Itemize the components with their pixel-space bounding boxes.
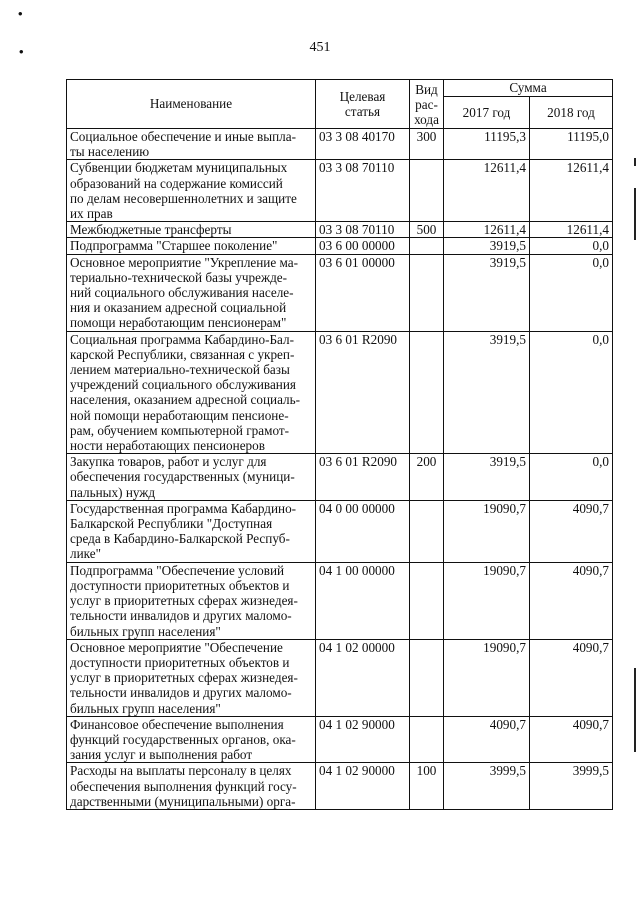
table-row — [67, 500, 613, 562]
row-name-line: Социальная программа Кабардино-Бал- — [70, 331, 294, 347]
row-name-line: Основное мероприятие "Обеспечение — [70, 639, 283, 655]
row-name — [67, 716, 316, 763]
row-name-line: тельности инвалидов и других маломо- — [70, 608, 292, 624]
row-name-line: Межбюджетные трансферты — [70, 222, 232, 238]
header-name: Наименование — [67, 80, 316, 129]
row-2017: 19090,7 — [444, 500, 530, 562]
row-kind: 300 — [410, 129, 444, 160]
row-article: 04 1 02 00000 — [316, 639, 410, 716]
page-number: 451 — [309, 40, 331, 55]
row-name-line: образований на содержание комиссий — [70, 175, 283, 191]
row-name — [67, 500, 316, 562]
row-name-line: помощи неработающим пенсионерам" — [70, 315, 287, 331]
scan-edge-mark — [634, 188, 636, 240]
table-row — [67, 562, 613, 639]
row-name-line: учреждений социального обслуживания — [70, 377, 296, 393]
row-name-line: ния и оказанием адресной социальной — [70, 300, 287, 316]
scan-mark: • — [19, 44, 24, 59]
row-2018: 4090,7 — [530, 639, 613, 716]
table-body — [67, 129, 613, 810]
table-row — [67, 331, 613, 454]
header-2018: 2018 год — [530, 97, 613, 129]
row-2017: 3919,5 — [444, 238, 530, 254]
row-2017: 19090,7 — [444, 639, 530, 716]
row-2017: 3999,5 — [444, 763, 530, 810]
row-name-line: Субвенции бюджетам муниципальных — [70, 160, 288, 176]
row-article: 04 0 00 00000 — [316, 500, 410, 562]
row-name — [67, 763, 316, 810]
row-name-line: ной помощи неработающим пенсионе- — [70, 407, 289, 423]
table-row — [67, 129, 613, 160]
row-name-line: функций государственных органов, ока- — [70, 731, 296, 747]
row-name — [67, 454, 316, 501]
row-name-line: Финансовое обеспечение выполнения — [70, 716, 284, 732]
row-2017: 11195,3 — [444, 129, 530, 160]
row-name-line: лике" — [70, 546, 101, 562]
table-row — [67, 716, 613, 763]
row-2018: 12611,4 — [530, 160, 613, 222]
row-kind — [410, 160, 444, 222]
row-name-line: дарственными (муниципальными) орга- — [70, 793, 296, 809]
row-name-line: бильных групп населения" — [70, 700, 221, 716]
row-name-line: карской Республики, связанная с укреп- — [70, 346, 295, 362]
row-name-line: Социальное обеспечение и иные выпла- — [70, 129, 296, 144]
row-2017: 12611,4 — [444, 160, 530, 222]
row-kind — [410, 562, 444, 639]
row-kind — [410, 238, 444, 254]
row-name-line: бильных групп населения" — [70, 623, 221, 639]
row-name — [67, 331, 316, 454]
row-kind — [410, 500, 444, 562]
row-kind: 100 — [410, 763, 444, 810]
row-article: 03 6 01 R2090 — [316, 331, 410, 454]
row-name-line: Расходы на выплаты персоналу в целях — [70, 763, 292, 779]
row-name — [67, 254, 316, 331]
row-2017: 3919,5 — [444, 331, 530, 454]
header-2017: 2017 год — [444, 97, 530, 129]
row-name-line: рам, обучением компьютерной грамот- — [70, 422, 290, 438]
table-row — [67, 763, 613, 810]
row-article: 03 6 00 00000 — [316, 238, 410, 254]
budget-table — [66, 79, 613, 810]
row-name — [67, 222, 316, 238]
row-2018: 0,0 — [530, 254, 613, 331]
row-name — [67, 562, 316, 639]
row-2018: 4090,7 — [530, 716, 613, 763]
row-name-line: доступности приоритетных объектов и — [70, 654, 290, 670]
row-name-line: ности неработающих пенсионеров — [70, 438, 265, 454]
header-kind — [410, 80, 444, 129]
row-2018: 0,0 — [530, 454, 613, 501]
table-row — [67, 639, 613, 716]
row-2017: 4090,7 — [444, 716, 530, 763]
row-article: 03 3 08 40170 — [316, 129, 410, 160]
row-2017: 3919,5 — [444, 454, 530, 501]
row-2018: 4090,7 — [530, 500, 613, 562]
row-name-line: лением материально-технической базы — [70, 362, 290, 378]
row-kind: 500 — [410, 222, 444, 238]
row-name-line: ний социального обслуживания населе- — [70, 285, 294, 301]
table-row — [67, 238, 613, 254]
row-article: 04 1 02 90000 — [316, 763, 410, 810]
row-name-line: доступности приоритетных объектов и — [70, 577, 290, 593]
row-article: 03 3 08 70110 — [316, 160, 410, 222]
row-name — [67, 129, 316, 160]
row-name-line: Закупка товаров, работ и услуг для — [70, 454, 267, 470]
row-2018: 0,0 — [530, 331, 613, 454]
row-2018: 4090,7 — [530, 562, 613, 639]
row-name-line: пальных) нужд — [70, 484, 156, 500]
row-name-line: Основное мероприятие "Укрепление ма- — [70, 254, 299, 270]
header-article: Целевая статья — [316, 80, 410, 129]
row-article: 03 3 08 70110 — [316, 222, 410, 238]
row-2018: 0,0 — [530, 238, 613, 254]
row-article: 03 6 01 R2090 — [316, 454, 410, 501]
row-name — [67, 160, 316, 222]
row-name-line: териально-технической базы учрежде- — [70, 269, 288, 285]
header-kind-line: рас- — [415, 96, 438, 112]
row-name-line: среда в Кабардино-Балкарской Респуб- — [70, 531, 290, 547]
row-kind — [410, 331, 444, 454]
row-name-line: Подпрограмма "Старшее поколение" — [70, 238, 278, 254]
row-name-line: ты населению — [70, 144, 150, 160]
row-name-line: Государственная программа Кабардино- — [70, 500, 297, 516]
scan-edge-mark — [634, 158, 636, 166]
row-article: 04 1 02 90000 — [316, 716, 410, 763]
header-sum: Сумма — [444, 80, 613, 97]
table-row — [67, 254, 613, 331]
scan-edge-mark — [634, 668, 636, 752]
row-name-line: по делам несовершеннолетних и защите — [70, 190, 297, 206]
row-article: 03 6 01 00000 — [316, 254, 410, 331]
header-kind-line: Вид — [415, 81, 438, 97]
row-article: 04 1 00 00000 — [316, 562, 410, 639]
row-2017: 3919,5 — [444, 254, 530, 331]
row-2018: 3999,5 — [530, 763, 613, 810]
row-name-line: населения, оказанием адресной социаль- — [70, 392, 301, 408]
row-name-line: Балкарской Республики "Доступная — [70, 516, 273, 532]
scan-mark: • — [18, 6, 23, 21]
table-row — [67, 454, 613, 501]
row-name-line: Подпрограмма "Обеспечение условий — [70, 562, 285, 578]
row-kind — [410, 254, 444, 331]
header-kind-line: хода — [414, 111, 439, 127]
row-name-line: услуг в приоритетных сферах жизнедея- — [70, 670, 298, 686]
row-name-line: обеспечения выполнения функций госу- — [70, 778, 297, 794]
row-kind — [410, 716, 444, 763]
table-row — [67, 222, 613, 238]
table-row — [67, 160, 613, 222]
row-kind: 200 — [410, 454, 444, 501]
row-name — [67, 238, 316, 254]
row-name-line: тельности инвалидов и других маломо- — [70, 685, 292, 701]
row-name-line: услуг в приоритетных сферах жизнедея- — [70, 593, 298, 609]
row-name-line: обеспечения государственных (муници- — [70, 469, 295, 485]
row-name-line: зания услуг и выполнения работ — [70, 747, 253, 763]
row-kind — [410, 639, 444, 716]
row-2017: 19090,7 — [444, 562, 530, 639]
row-name-line: их прав — [70, 206, 113, 222]
row-2018: 11195,0 — [530, 129, 613, 160]
row-name — [67, 639, 316, 716]
row-2017: 12611,4 — [444, 222, 530, 238]
row-2018: 12611,4 — [530, 222, 613, 238]
